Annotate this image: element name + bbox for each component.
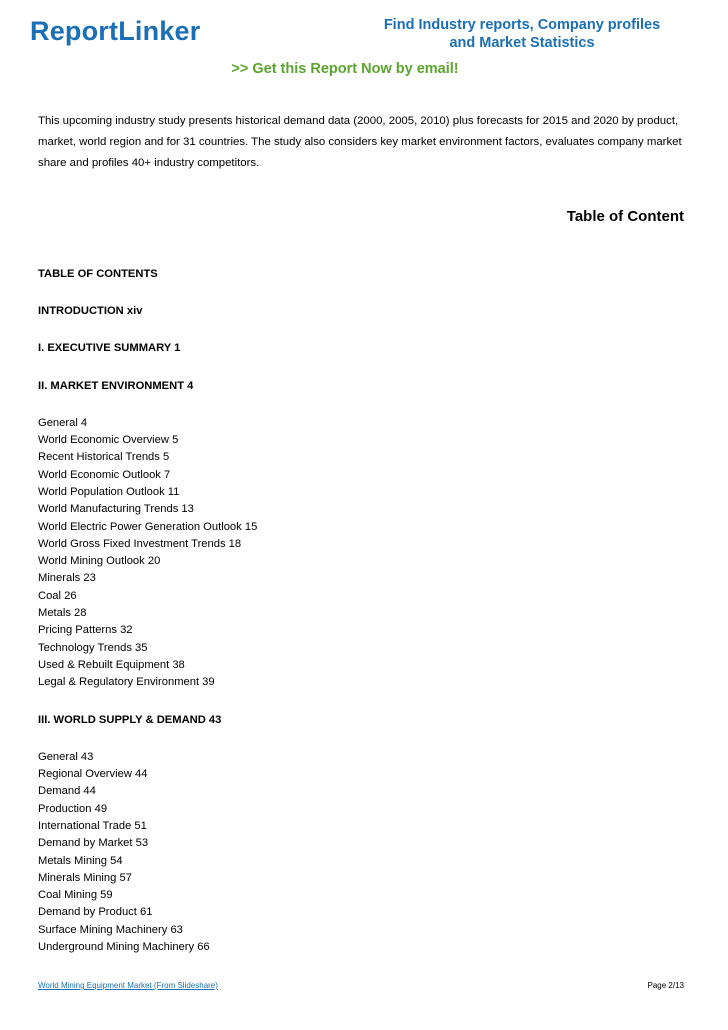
toc-item: Used & Rebuilt Equipment 38 bbox=[38, 658, 185, 671]
toc-item: Underground Mining Machinery 66 bbox=[38, 941, 210, 954]
toc-section-world-supply-demand: III. WORLD SUPPLY & DEMAND 43 bbox=[38, 713, 222, 726]
get-report-link[interactable]: >> Get this Report Now by email! bbox=[231, 61, 459, 77]
toc-item: World Economic Outlook 7 bbox=[38, 468, 171, 481]
toc-item: Legal & Regulatory Environment 39 bbox=[38, 676, 215, 689]
toc-item: Coal 26 bbox=[38, 589, 77, 602]
toc-item: Demand by Market 53 bbox=[38, 837, 149, 850]
page-number: Page 2/13 bbox=[647, 981, 684, 990]
table-of-content-heading: Table of Content bbox=[566, 208, 684, 225]
toc-item: Demand 44 bbox=[38, 785, 96, 798]
toc-item: Minerals Mining 57 bbox=[38, 871, 132, 884]
toc-item: Metals Mining 54 bbox=[38, 854, 123, 867]
toc-item: World Manufacturing Trends 13 bbox=[38, 503, 194, 516]
toc-item: Surface Mining Machinery 63 bbox=[38, 923, 183, 936]
toc-item: Recent Historical Trends 5 bbox=[38, 451, 170, 464]
toc-group-world-supply-demand bbox=[38, 749, 688, 957]
toc-item: General 4 bbox=[38, 416, 88, 429]
toc-section-introduction: INTRODUCTION xiv bbox=[38, 305, 143, 318]
toc-item: Production 49 bbox=[38, 802, 108, 815]
toc-item: General 43 bbox=[38, 750, 94, 763]
toc-section-market-environment: II. MARKET ENVIRONMENT 4 bbox=[38, 379, 194, 392]
reportlinker-logo[interactable]: ReportLinker bbox=[30, 16, 201, 46]
toc-item: World Population Outlook 11 bbox=[38, 486, 180, 498]
toc-item: International Trade 51 bbox=[38, 819, 147, 832]
toc-section-title: TABLE OF CONTENTS bbox=[38, 268, 158, 280]
tagline-line-1: Find Industry reports, Company profiles bbox=[383, 17, 661, 33]
toc-item: Minerals 23 bbox=[38, 572, 96, 585]
toc-item: World Economic Overview 5 bbox=[38, 434, 179, 447]
toc-item: Metals 28 bbox=[38, 607, 87, 620]
toc-section-executive-summary: I. EXECUTIVE SUMMARY 1 bbox=[38, 342, 181, 355]
toc-item: World Electric Power Generation Outlook 15 bbox=[38, 520, 258, 533]
toc-item: World Gross Fixed Investment Trends 18 bbox=[38, 537, 242, 550]
toc-item: Pricing Patterns 32 bbox=[38, 624, 133, 637]
toc-group-market-environment bbox=[38, 415, 688, 692]
table-of-contents bbox=[38, 266, 688, 976]
tagline-line-2: and Market Statistics bbox=[449, 35, 595, 51]
toc-item: Demand by Product 61 bbox=[38, 906, 153, 919]
toc-item: Coal Mining 59 bbox=[38, 889, 113, 902]
report-description: This upcoming industry study presents historical demand data (2000, 2005, 2010) plus forecasts for 2015 and 2020 by product, market, world region and for 31 countries. The study also considers key market environment factors, evaluates company market share and profiles 40+ industry competitors. bbox=[38, 115, 682, 169]
toc-item: World Mining Outlook 20 bbox=[38, 555, 161, 568]
header-tagline bbox=[372, 16, 672, 52]
toc-item: Regional Overview 44 bbox=[38, 768, 148, 781]
toc-item: Technology Trends 35 bbox=[38, 641, 148, 654]
source-link[interactable]: World Mining Equipment Market (From Slideshare) bbox=[38, 981, 218, 990]
